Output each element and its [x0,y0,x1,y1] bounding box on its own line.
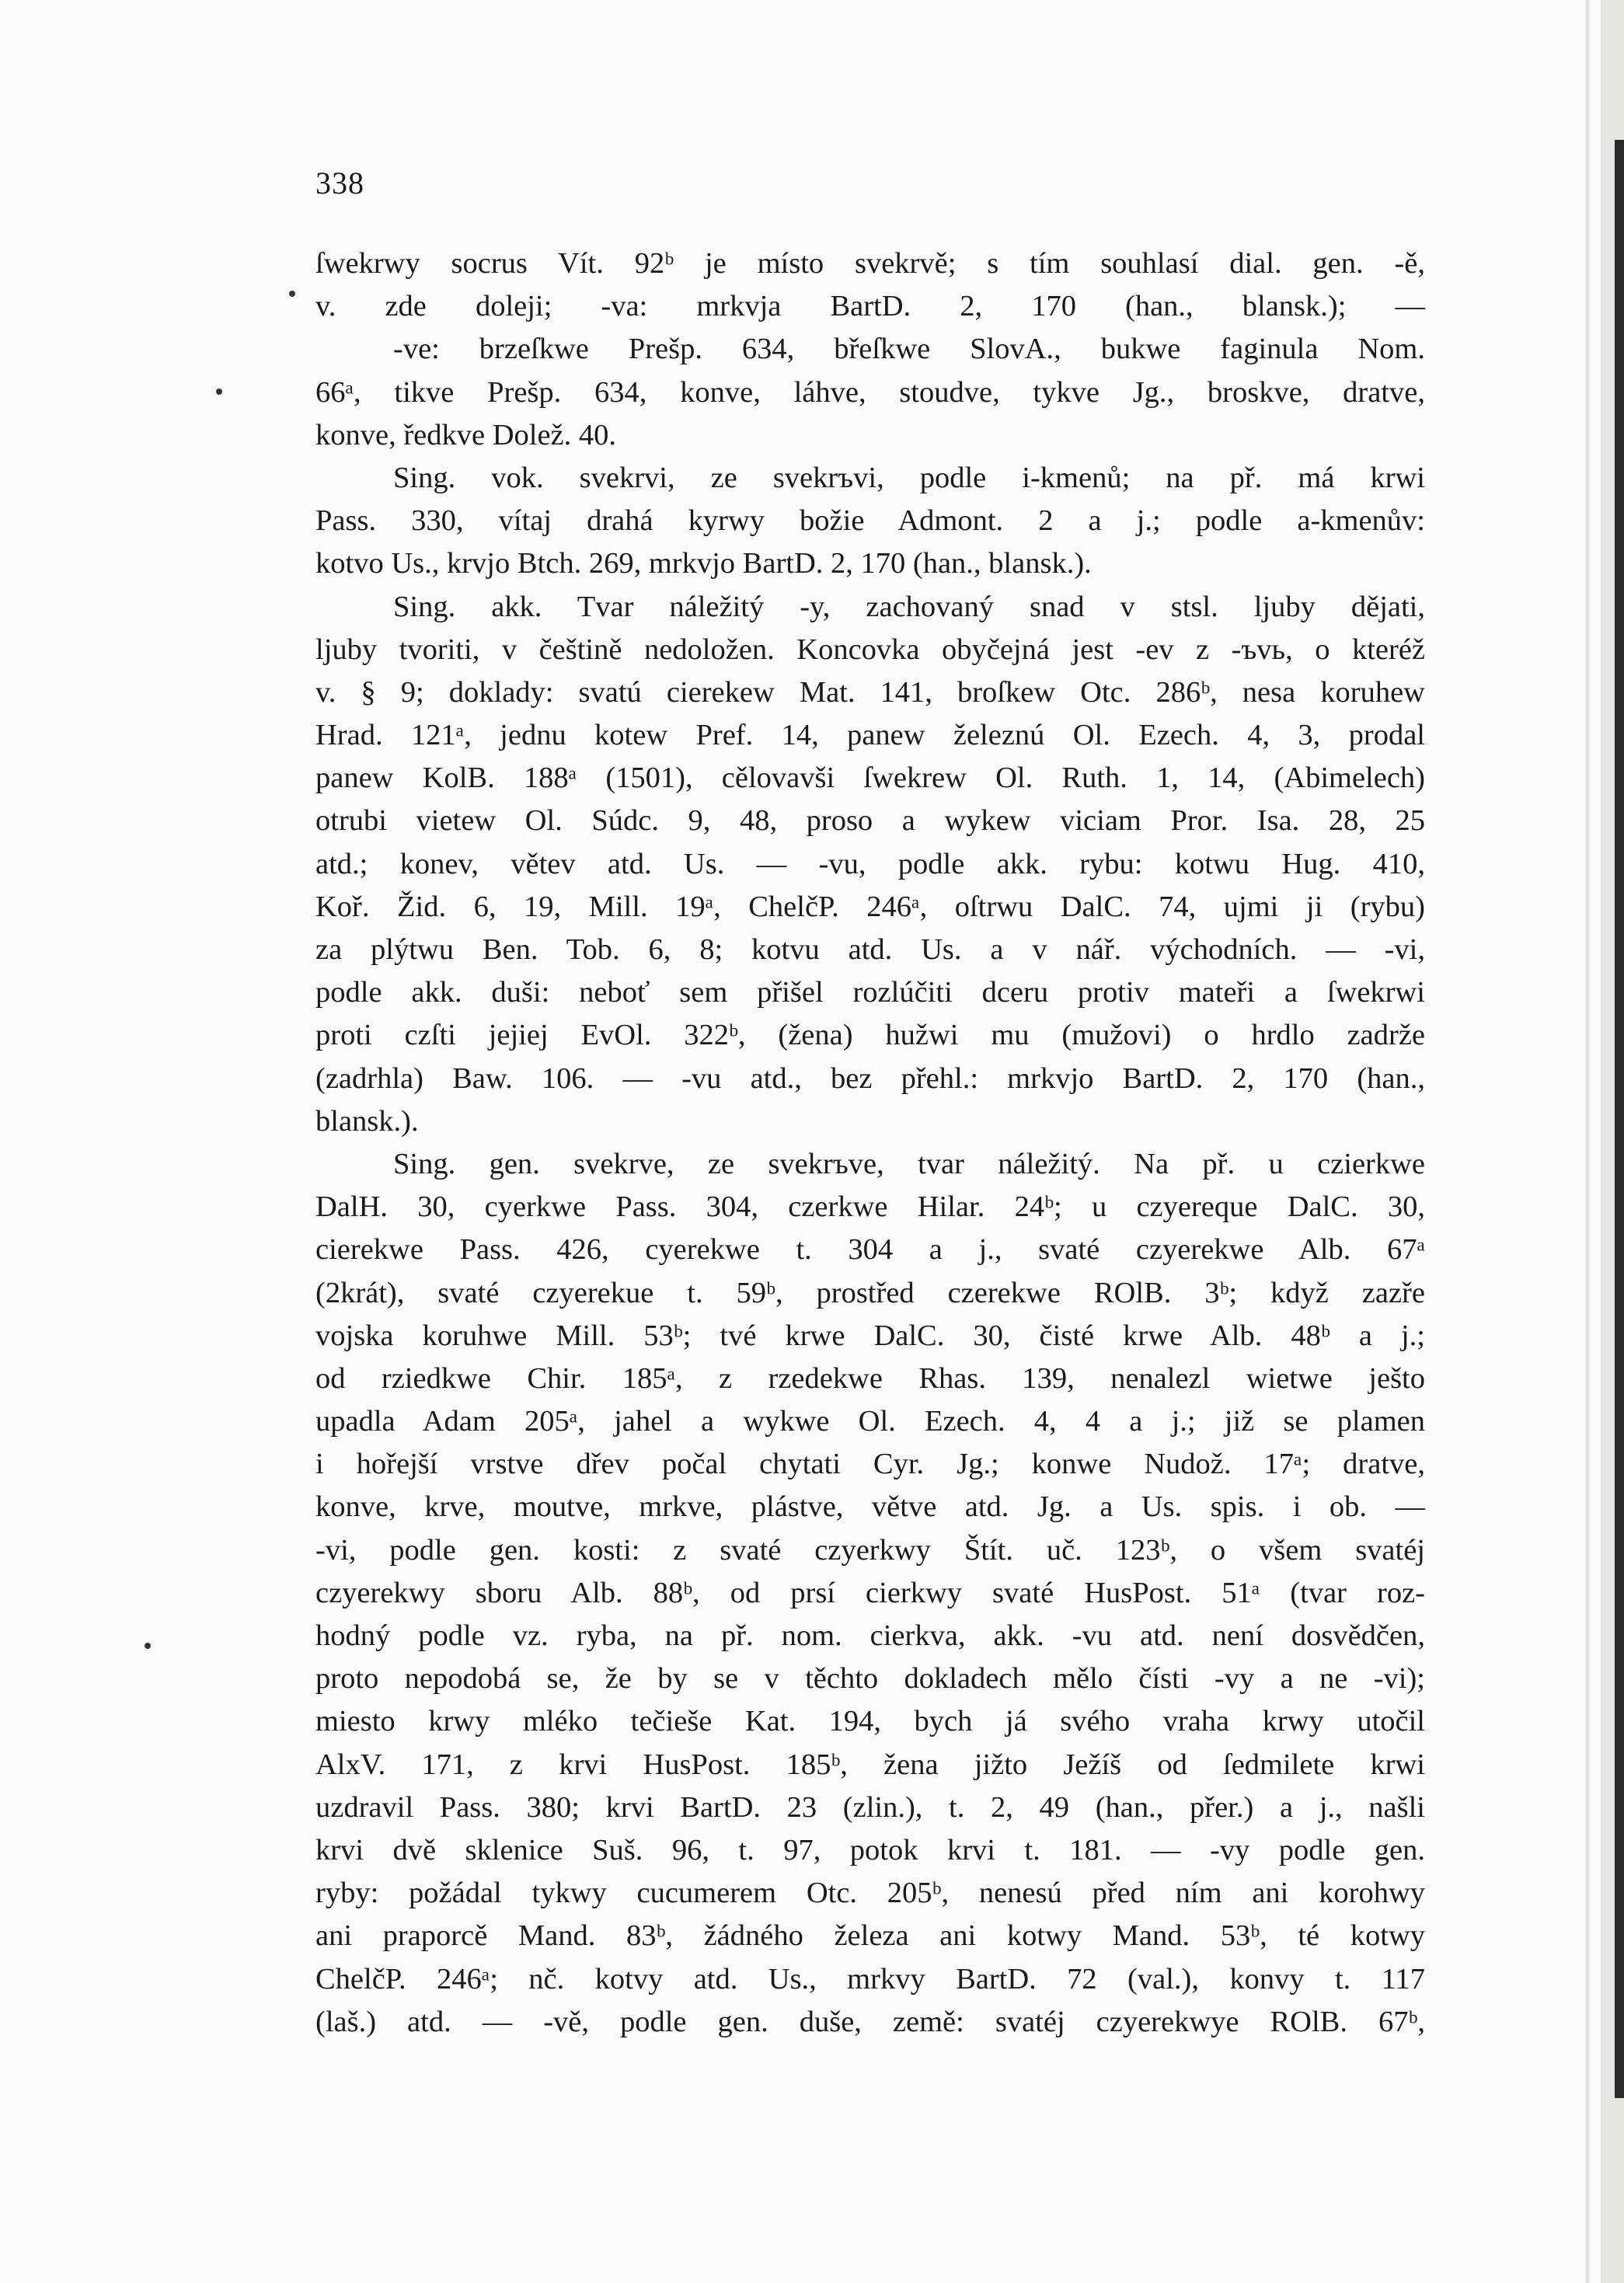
text-line: blansk.). [315,1104,419,1138]
text-line: za plýtwu Ben. Tob. 6, 8; kotvu atd. Us. a v nář. východních. — -vi, [315,933,1425,966]
text-line: atd.; konev, větev atd. Us. — -vu, podle akk. rybu: kotwu Hug. 410, [315,847,1425,880]
text-line: -vi, podle gen. kosti: z svaté czyerkwy Štít. uč. 123ᵇ, o všem svatéj [315,1533,1425,1567]
speck-mark [145,1643,151,1649]
text-line: miesto krwy mléko tečieše Kat. 194, bych já svého vraha krwy utočil [315,1705,1425,1738]
text-line: od rziedkwe Chir. 185ᵃ, z rzedekwe Rhas. 139, nenalezl wietwe ješto [315,1361,1425,1395]
binding-shadow [1615,140,1624,2098]
speck-mark [216,389,222,395]
text-line: 66ᵃ, tikve Prešp. 634, konve, láhve, stoudve, tykve Jg., broskve, dratve, [315,375,1425,409]
text-line: Hrad. 121ᵃ, jednu kotew Pref. 14, panew železnú Ol. Ezech. 4, 3, prodal [315,719,1425,752]
text-line: i hořejší vrstve dřev počal chytati Cyr. Jg.; konwe Nudož. 17ᵃ; dratve, [315,1448,1425,1481]
text-line: Sing. vok. svekrvi, ze svekrъvi, podle i-kmenů; na př. má krwi [393,461,1425,494]
text-line: -ve: brzeſkwe Prešp. 634, břeſkwe SlovA., bukwe faginula Nom. [393,333,1425,366]
text-line: (zadrhla) Baw. 106. — -vu atd., bez přehl.: mrkvjo BartD. 2, 170 (han., [315,1061,1425,1095]
text-line: v. § 9; doklady: svatú cierekew Mat. 141, broſkew Otc. 286ᵇ, nesa koruhew [315,675,1425,709]
page-fold [1585,0,1590,2283]
speck-mark [289,291,295,297]
text-line: ljuby tvoriti, v češtině nedoložen. Koncovka obyčejná jest -ev z -ъvь, o kteréž [315,633,1425,666]
text-line: ani praporcě Mand. 83ᵇ, žádného železa ani kotwy Mand. 53ᵇ, té kotwy [315,1919,1425,1953]
text-line: proto nepodobá se, že by se v těchto dokladech mělo čísti -vy a ne -vi); [315,1662,1425,1696]
body-text [315,242,1425,2044]
text-line: vojska koruhwe Mill. 53ᵇ; tvé krwe DalC. 30, čisté krwe Alb. 48ᵇ a j.; [315,1319,1425,1352]
text-line: (laš.) atd. — -vě, podle gen. duše, země: svatéj czyerekwye ROlB. 67ᵇ, [315,2005,1425,2038]
text-line: Koř. Žid. 6, 19, Mill. 19ᵃ, ChelčP. 246ᵃ, oſtrwu DalC. 74, ujmi ji (rybu) [315,890,1425,923]
text-line: uzdravil Pass. 380; krvi BartD. 23 (zlin.), t. 2, 49 (han., přer.) a j., našli [315,1790,1425,1824]
text-line: hodný podle vz. ryba, na př. nom. cierkva, akk. -vu atd. není dosvědčen, [315,1619,1425,1652]
text-line: v. zde doleji; -va: mrkvja BartD. 2, 170 (han., blansk.); — [315,290,1425,323]
text-line: konve, krve, moutve, mrkve, plástve, větve atd. Jg. a Us. spis. i ob. — [315,1490,1425,1524]
text-line: Sing. gen. svekrve, ze svekrъve, tvar náležitý. Na př. u czierkwe [393,1147,1425,1180]
text-line: panew KolB. 188ᵃ (1501), cělovavši ſwekrew Ol. Ruth. 1, 14, (Abimelech) [315,762,1425,795]
text-line: ſwekrwy socrus Vít. 92ᵇ je místo svekrvě; s tím souhlasí dial. gen. -ě, [315,247,1425,280]
text-line: cierekwe Pass. 426, cyerekwe t. 304 a j., svaté czyerekwe Alb. 67ᵃ [315,1233,1425,1267]
page-number: 338 [315,166,364,200]
text-line: Sing. akk. Tvar náležitý -y, zachovaný snad v stsl. ljuby dějati, [393,590,1425,623]
text-line: Pass. 330, vítaj drahá kyrwy božie Admont. 2 a j.; podle a-kmenův: [315,504,1425,538]
text-line: proti czſti jejiej EvOl. 322ᵇ, (žena) hužwi mu (mužovi) o hrdlo zadrže [315,1019,1425,1052]
text-line: ChelčP. 246ᵃ; nč. kotvy atd. Us., mrkvy BartD. 72 (val.), konvy t. 117 [315,1962,1425,1995]
text-line: otrubi vietew Ol. Súdc. 9, 48, proso a wykew viciam Pror. Isa. 28, 25 [315,804,1425,838]
text-line: podle akk. duši: neboť sem přišel rozlúčiti dceru protiv mateři a ſwekrwi [315,976,1425,1009]
text-line: krvi dvě sklenice Suš. 96, t. 97, potok krvi t. 181. — -vy podle gen. [315,1833,1425,1866]
text-line: ryby: požádal tykwy cucumerem Otc. 205ᵇ, nenesú před ním ani korohwy [315,1877,1425,1910]
text-line: upadla Adam 205ᵃ, jahel a wykwe Ol. Ezech. 4, 4 a j.; již se plamen [315,1405,1425,1438]
text-line: AlxV. 171, z krvi HusPost. 185ᵇ, žena jižto Ježíš od ſedmilete krwi [315,1748,1425,1781]
text-line: czyerekwy sboru Alb. 88ᵇ, od prsí cierkwy svaté HusPost. 51ᵃ (tvar roz- [315,1576,1425,1609]
text-line: kotvo Us., krvjo Btch. 269, mrkvjo BartD. 2, 170 (han., blansk.). [315,547,1092,580]
text-line: konve, ředkve Dolež. 40. [315,418,617,451]
text-line: DalH. 30, cyerkwe Pass. 304, czerkwe Hilar. 24ᵇ; u czyereque DalC. 30, [315,1190,1425,1224]
text-line: (2krát), svaté czyerekue t. 59ᵇ, prostřed czerekwe ROlB. 3ᵇ; když zazře [315,1276,1425,1309]
